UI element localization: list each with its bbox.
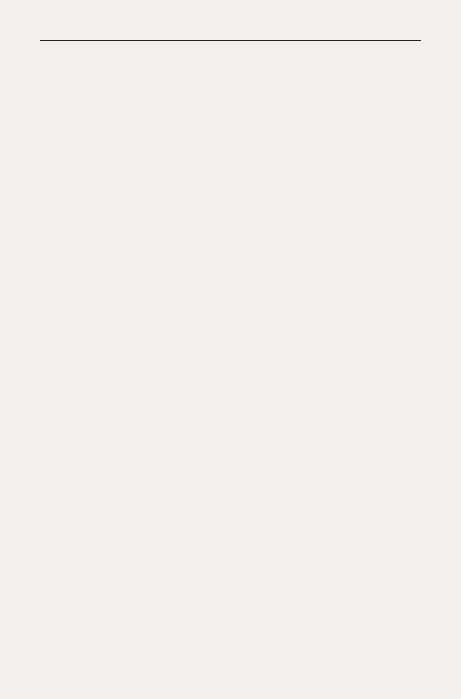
- table-of-contents: [46, 50, 419, 70]
- header-rule: [40, 40, 421, 41]
